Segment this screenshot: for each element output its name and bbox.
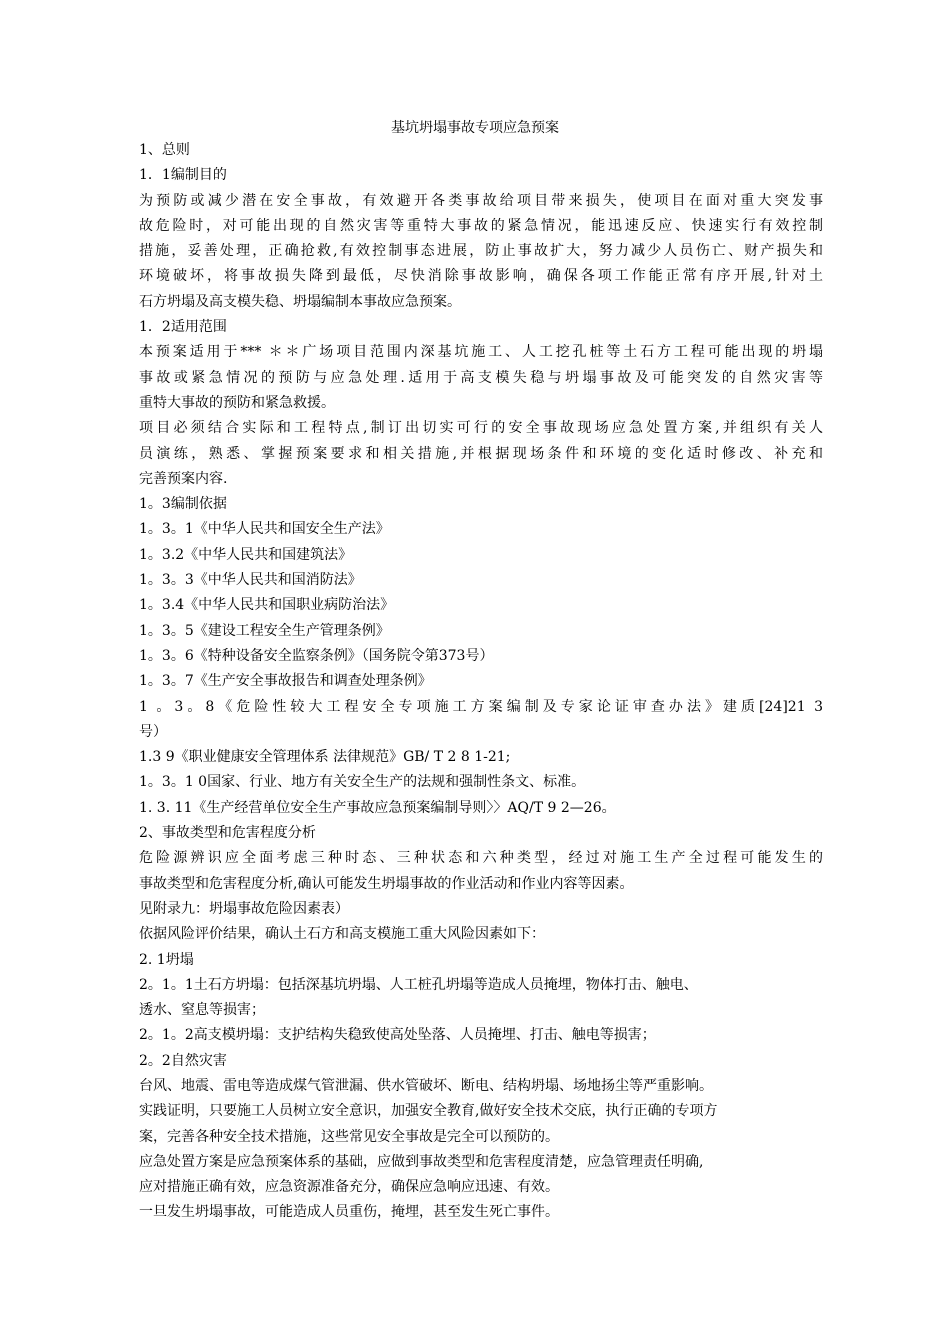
document-body — [139, 138, 823, 1226]
paragraph-line: 依据风险评价结果，确认土石方和高支模施工重大风险因素如下： — [139, 926, 545, 943]
paragraph-line: 完善预案内容. — [139, 470, 228, 487]
basis-item: 号） — [139, 723, 167, 740]
paragraph-line: 见附录九：坍塌事故危险因素表） — [139, 900, 349, 917]
paragraph-line: 案，完善各种安全技术措施，这些常见安全事故是完全可以预防的。 — [139, 1128, 559, 1145]
basis-item: 1。3。7《生产安全事故报告和调查处理条例》 — [139, 673, 432, 690]
paragraph-line: 台风、地震、雷电等造成煤气管泄漏、供水管破坏、断电、结构坍塌、场地扬尘等严重影响。 — [139, 1077, 713, 1094]
paragraph-line: 一旦发生坍塌事故，可能造成人员重伤，掩埋，甚至发生死亡事件。 — [139, 1204, 559, 1221]
heading-purpose: 1．1编制目的 — [139, 167, 227, 184]
basis-item: 1。3。3《中华人民共和国消防法》 — [139, 572, 362, 589]
heading-scope: 1．2适用范围 — [139, 319, 227, 336]
basis-item: 1。3。1《中华人民共和国安全生产法》 — [139, 521, 390, 538]
paragraph-line: 为预防或减少潜在安全事故，有效避开各类事故给项目带来损失，使项目在面对重大突发事 — [139, 192, 823, 209]
basis-item: 1。3。5《建设工程安全生产管理条例》 — [139, 622, 390, 639]
basis-item: 1。3.2《中华人民共和国建筑法》 — [139, 546, 353, 563]
basis-item: 1。3.4《中华人民共和国职业病防治法》 — [139, 597, 395, 614]
basis-item: 1。3。1 0国家、行业、地方有关安全生产的法规和强制性条文、标准。 — [139, 774, 586, 791]
basis-item: 1 。3。8《危险性较大工程安全专项施工方案编制及专家论证审查办法》建质[24]21 3 — [139, 698, 823, 715]
paragraph-line: 2。1。2高支模坍塌：支护结构失稳致使高处坠落、人员掩埋、打击、触电等损害； — [139, 1027, 656, 1044]
paragraph-line: 项目必须结合实际和工程特点,制订出切实可行的安全事故现场应急处置方案,并组织有关人 — [139, 420, 823, 437]
heading-basis: 1。3编制依据 — [139, 496, 227, 513]
paragraph-line: 石方坍塌及高支模失稳、坍塌编制本事故应急预案。 — [139, 293, 461, 310]
paragraph-line: 透水、窒息等损害； — [139, 1002, 265, 1019]
basis-item: 1.3 9《职业健康安全管理体系 法律规范》GB/ T 2 8 1-21; — [139, 749, 511, 766]
basis-item: 1. 3. 11《生产经营单位安全生产事故应急预案编制导则〉〉AQ/T 9 2—26。 — [139, 799, 616, 816]
paragraph-line: 危险源辨识应全面考虑三种时态、三种状态和六种类型，经过对施工生产全过程可能发生的 — [139, 850, 823, 867]
heading-accident-types: 2、事故类型和危害程度分析 — [139, 825, 316, 842]
paragraph-line: 事故类型和危害程度分析,确认可能发生坍塌事故的作业活动和作业内容等因素。 — [139, 875, 634, 892]
paragraph-line: 环境破坏，将事故损失降到最低，尽快消除事故影响，确保各项工作能正常有序开展,针对土 — [139, 268, 823, 285]
heading-collapse: 2. 1坍塌 — [139, 951, 194, 968]
paragraph-line: 措施，妥善处理，正确抢救,有效控制事态进展，防止事故扩大，努力减少人员伤亡、财产损失和 — [139, 243, 823, 260]
basis-item: 1。3。6《特种设备安全监察条例》（国务院令第373号） — [139, 647, 494, 664]
paragraph-line: 本预案适用于*** ＊＊广场项目范围内深基坑施工、人工挖孔桩等土石方工程可能出现的坍塌 — [139, 344, 823, 361]
paragraph-line: 实践证明，只要施工人员树立安全意识，加强安全教育,做好安全技术交底，执行正确的专项方 — [139, 1103, 718, 1120]
paragraph-line: 重特大事故的预防和紧急救援。 — [139, 394, 335, 411]
paragraph-line: 事故或紧急情况的预防与应急处理.适用于高支模失稳与坍塌事故及可能突发的自然灾害等 — [139, 369, 823, 386]
paragraph-line: 2。1。1土石方坍塌：包括深基坑坍塌、人工桩孔坍塌等造成人员掩埋，物体打击、触电、 — [139, 976, 698, 993]
paragraph-line: 应对措施正确有效，应急资源准备充分，确保应急响应迅速、有效。 — [139, 1179, 559, 1196]
paragraph-line: 故危险时，对可能出现的自然灾害等重特大事故的紧急情况，能迅速反应、快速实行有效控制 — [139, 217, 823, 234]
document-title: 基坑坍塌事故专项应急预案 — [391, 120, 559, 136]
paragraph-line: 应急处置方案是应急预案体系的基础，应做到事故类型和危害程度清楚，应急管理责任明确, — [139, 1153, 704, 1170]
paragraph-line: 员演练，熟悉、掌握预案要求和相关措施,并根据现场条件和环境的变化适时修改、补充和 — [139, 445, 823, 462]
heading-natural-disaster: 2。2自然灾害 — [139, 1052, 227, 1069]
heading-general: 1、总则 — [139, 142, 190, 158]
